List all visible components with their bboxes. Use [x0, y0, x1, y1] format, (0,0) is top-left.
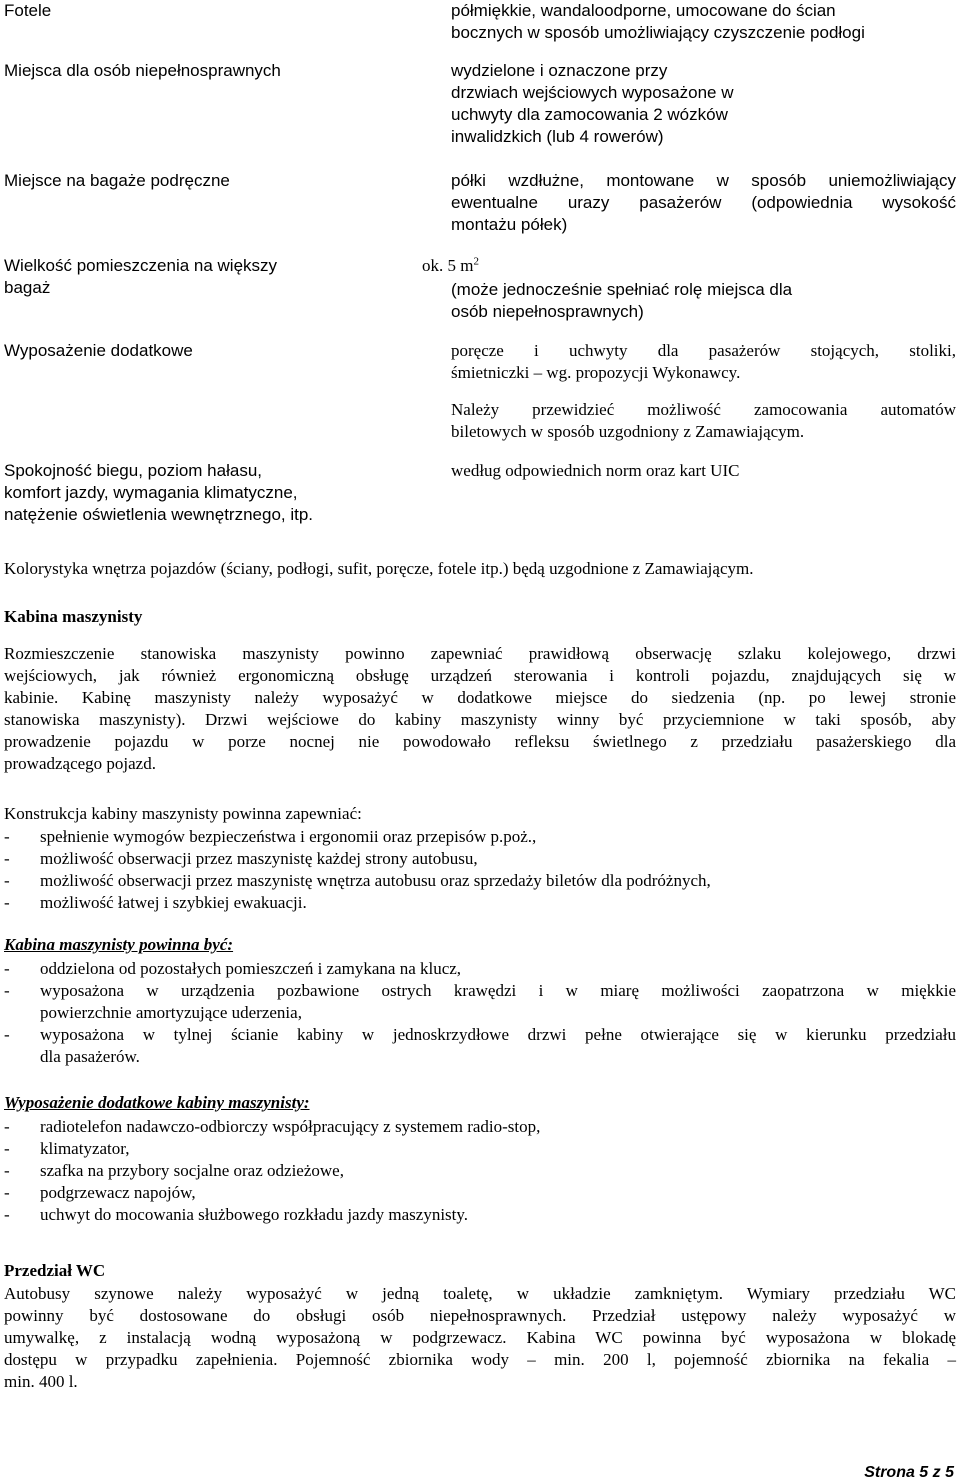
list-item-text: wyposażona w urządzenia pozbawione ostrych krawędzi i w miarę możliwości zaopatrzona w miękkie [40, 981, 956, 1000]
paragraph-line: umywalkę, z instalacją wodną wyposażoną w podgrzewacz. Kabina WC powinna być wyposażona w blokadę [4, 1328, 956, 1347]
area-value: ok. 5 m [422, 256, 474, 275]
list-marker: - [4, 871, 10, 890]
list-marker: - [4, 1025, 10, 1044]
list-item [4, 1116, 956, 1138]
list-item-text: uchwyt do mocowania służbowego rozkładu jazdy maszynisty. [40, 1205, 469, 1224]
spec-label-line: bagaż [4, 278, 51, 297]
paragraph-line: prowadzenie pojazdu w porze nocnej nie powodowało refleksu świetlnego z przedziału pasażerskiego dla [4, 732, 956, 751]
list-item-text: możliwość obserwacji przez maszynistę każdej strony autobusu, [40, 849, 478, 868]
spec-value-line: uchwyty dla zamocowania 2 wózków [451, 105, 728, 124]
spec-label-line: komfort jazdy, wymagania klimatyczne, [4, 483, 298, 502]
list-item-text: możliwość obserwacji przez maszynistę wnętrza autobusu oraz sprzedaży biletów dla podróżnych, [40, 871, 711, 890]
paragraph-line: wejściowych, jak również ergonomiczną obsługę urządzeń sterowania i kontroli pojazdu, znajdujących się w [4, 666, 956, 685]
list-item-text: podgrzewacz napojów, [40, 1183, 196, 1202]
paragraph-line: Autobusy szynowe należy wyposażyć w jedną toaletę, w układzie zamkniętym. Wymiary przedziału WC [4, 1284, 956, 1303]
list-item-text: powierzchnie amortyzujące uderzenia, [40, 1003, 302, 1022]
spec-label-seats: Fotele [4, 1, 52, 20]
paragraph-line: Rozmieszczenie stanowiska maszynisty powinno zapewniać prawidłową obserwację szlaku kolejowego, drzwi [4, 644, 956, 663]
spec-value-line: według odpowiednich norm oraz kart UIC [451, 461, 740, 480]
wc-paragraph [4, 1283, 956, 1393]
spec-label-line: Spokojność biegu, poziom hałasu, [4, 461, 262, 480]
list-marker: - [4, 1161, 10, 1180]
list-item-text: wyposażona w tylnej ścianie kabiny w jednoskrzydłowe drzwi pełne otwierające się w kierunku przedziału [40, 1025, 956, 1044]
spec-value-large-luggage-size [422, 255, 479, 277]
spec-value-line: (może jednocześnie spełniać rolę miejsca dla [451, 280, 793, 299]
list-marker: - [4, 1205, 10, 1224]
list-item-text: klimatyzator, [40, 1139, 130, 1158]
list-marker: - [4, 1117, 10, 1136]
paragraph-line: stanowiska maszynisty). Drzwi wejściowe do kabiny maszynisty winny być przyciemnione w taki sposób, aby [4, 710, 956, 729]
colour-note: Kolorystyka wnętrza pojazdów (ściany, podłogi, sufit, poręcze, fotele itp.) będą uzgodnione z Zamawiającym. [4, 559, 754, 578]
spec-value-line: śmietniczki – wg. propozycji Wykonawcy. [451, 363, 741, 382]
spec-value-line: ewentualne urazy pasażerów (odpowiednia wysokość [451, 193, 956, 212]
list-item [4, 958, 956, 980]
list-item-text: radiotelefon nadawczo-odbiorczy współpracujący z systemem radio-stop, [40, 1117, 541, 1136]
spec-value-line: półki wzdłużne, montowane w sposób uniemożliwiający [451, 171, 956, 190]
spec-value-disabled-places [451, 60, 956, 148]
paragraph-line: kabinie. Kabinę maszynisty należy wyposażyć w dodatkowe miejsce do siedzenia (np. po lewej stronie [4, 688, 956, 707]
spec-label-disabled-places: Miejsca dla osób niepełnosprawnych [4, 61, 281, 80]
spec-value-line: półmiękkie, wandaloodporne, umocowane do ścian [451, 1, 836, 20]
spec-label-extra-equipment: Wyposażenie dodatkowe [4, 341, 193, 360]
list-marker: - [4, 893, 10, 912]
spec-value-hand-luggage [451, 170, 956, 236]
cab-paragraph [4, 643, 956, 775]
spec-value-extra-equipment [451, 340, 956, 443]
spec-label-large-luggage [4, 255, 277, 299]
spec-value-large-luggage [451, 279, 956, 323]
list-item [4, 1204, 956, 1226]
spec-value-line: inwalidzkich (lub 4 rowerów) [451, 127, 664, 146]
list-marker: - [4, 827, 10, 846]
spec-label-hand-luggage: Miejsce na bagaże podręczne [4, 171, 230, 190]
spec-value-seats [451, 0, 956, 44]
list-item-text: szafka na przybory socjalne oraz odzieżowe, [40, 1161, 344, 1180]
spec-value-line: montażu półek) [451, 215, 568, 234]
spec-value-line: poręcze i uchwyty dla pasażerów stojących, stoliki, [451, 341, 956, 360]
list-marker: - [4, 1139, 10, 1158]
list-marker: - [4, 1183, 10, 1202]
spec-value-line: drzwiach wejściowych wyposażone w [451, 83, 734, 102]
list-item [4, 870, 956, 892]
list-item [4, 1024, 956, 1068]
spec-label-line: Wielkość pomieszczenia na większy [4, 256, 278, 275]
list-item-text: dla pasażerów. [40, 1047, 140, 1066]
list-item-text: oddzielona od pozostałych pomieszczeń i zamykana na klucz, [40, 959, 462, 978]
paragraph-line: powinny być dostosowane do obsługi osób niepełnosprawnych. Przedział ustępowy należy wyposażyć w [4, 1306, 956, 1325]
list-item [4, 1138, 956, 1160]
list-marker: - [4, 849, 10, 868]
list-marker: - [4, 981, 10, 1000]
page-number: Strona 5 z 5 [864, 1464, 954, 1481]
should-be-heading: Kabina maszynisty powinna być: [4, 935, 234, 954]
spec-label-ride-quality [4, 460, 313, 526]
paragraph-line: dostępu w przypadku zapełnienia. Pojemność zbiornika wody – min. 200 l, pojemność zbiornika na fekalia – [4, 1350, 956, 1369]
should-be-list [4, 958, 956, 1068]
paragraph-line: prowadzącego pojazd. [4, 754, 156, 773]
list-item [4, 1160, 956, 1182]
paragraph-line: min. 400 l. [4, 1372, 78, 1391]
construction-intro: Konstrukcja kabiny maszynisty powinna zapewniać: [4, 804, 362, 823]
construction-list [4, 826, 956, 914]
extra-equipment-list [4, 1116, 956, 1226]
spec-value-ride-quality [451, 460, 956, 482]
spec-value-line: biletowych w sposób uzgodniony z Zamawiającym. [451, 422, 805, 441]
spec-value-line: Należy przewidzieć możliwość zamocowania automatów [451, 400, 956, 419]
list-item-text: możliwość łatwej i szybkiej ewakuacji. [40, 893, 307, 912]
list-item-text: spełnienie wymogów bezpieczeństwa i ergonomii oraz przepisów p.poż., [40, 827, 537, 846]
list-item [4, 848, 956, 870]
section-heading-wc: Przedział WC [4, 1261, 106, 1280]
section-heading-cab: Kabina maszynisty [4, 607, 143, 626]
list-item [4, 980, 956, 1024]
list-item [4, 826, 956, 848]
area-unit-exponent: 2 [473, 255, 479, 268]
list-item [4, 892, 956, 914]
spec-value-line: osób niepełnosprawnych) [451, 302, 644, 321]
spec-value-line: wydzielone i oznaczone przy [451, 61, 668, 80]
list-marker: - [4, 959, 10, 978]
spec-value-line: bocznych w sposób umożliwiający czyszczenie podłogi [451, 23, 865, 42]
extra-equipment-heading: Wyposażenie dodatkowe kabiny maszynisty: [4, 1093, 310, 1112]
list-item [4, 1182, 956, 1204]
spec-label-line: natężenie oświetlenia wewnętrznego, itp. [4, 505, 314, 524]
